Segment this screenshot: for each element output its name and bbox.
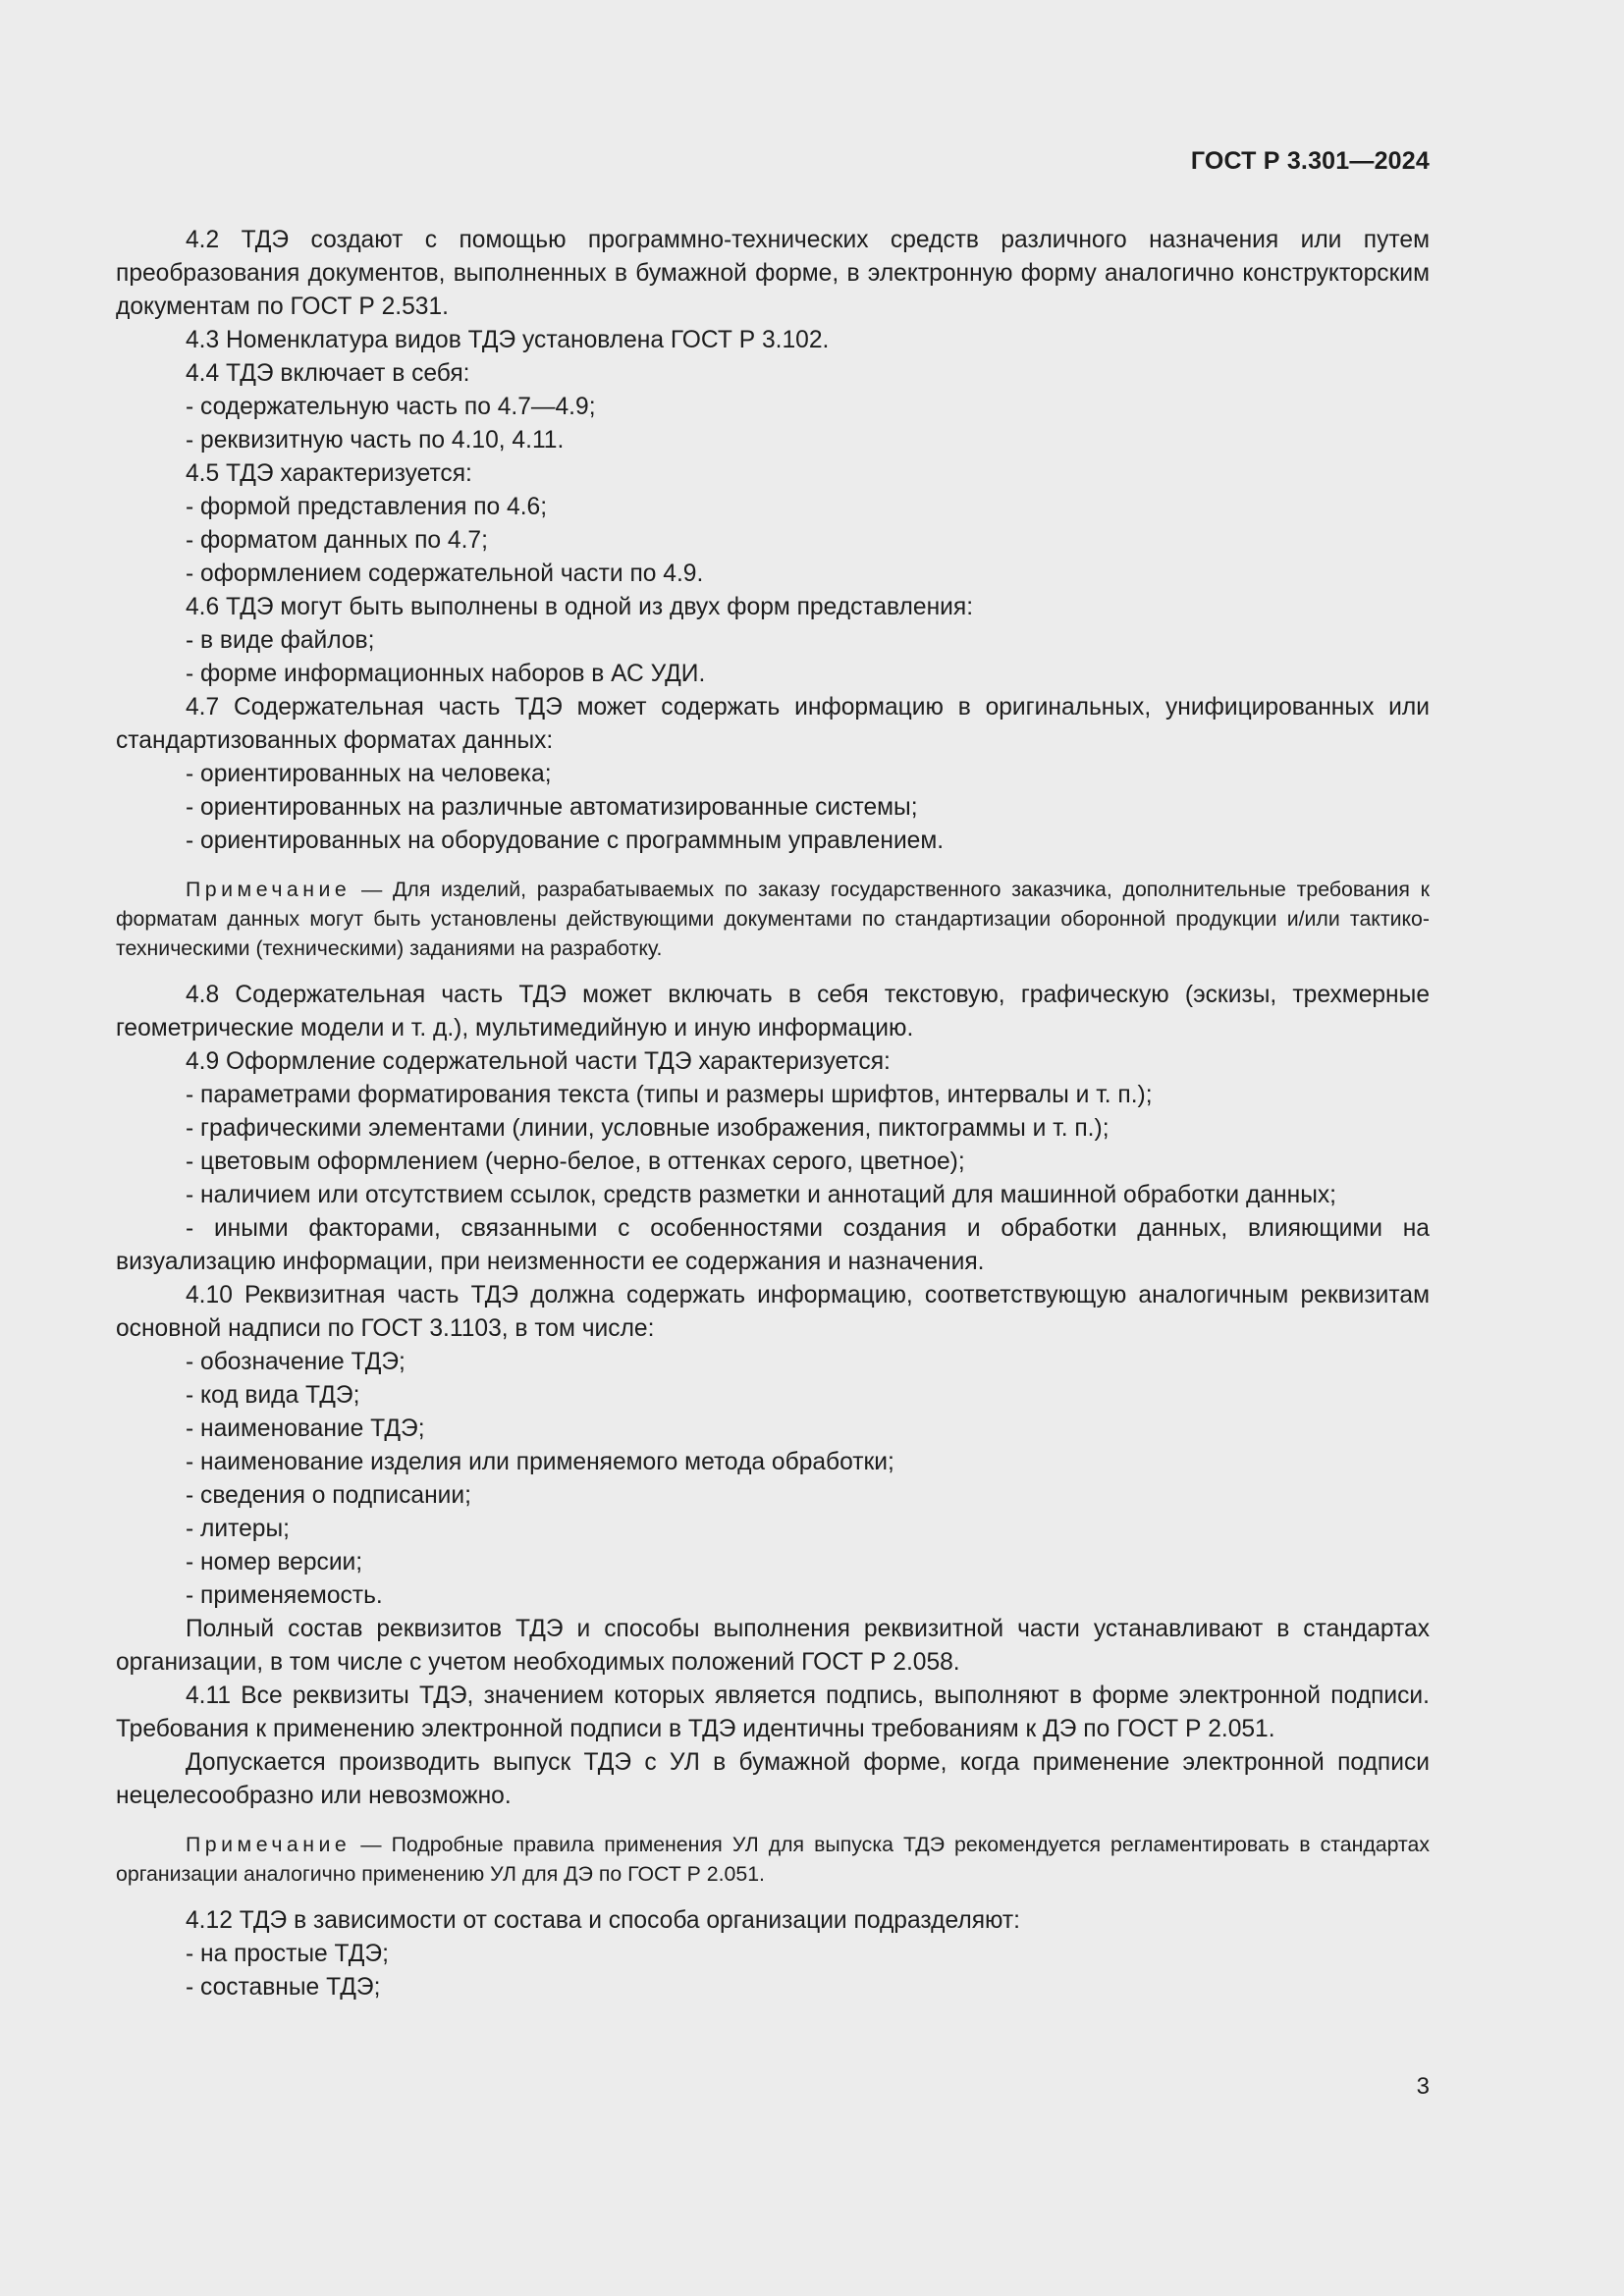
list-item: - код вида ТДЭ; [186,1382,360,1409]
paragraph-4-10: 4.10 Реквизитная часть ТДЭ должна содержать информацию, соответствующую аналогичным реквизитам основной надписи по ГОСТ 3.1103, в том числе: [116,1282,1430,1342]
page-number: 3 [1416,2073,1430,2100]
list-item: - в виде файлов; [186,627,375,654]
paragraph-4-8: 4.8 Содержательная часть ТДЭ может включать в себя текстовую, графическую (эскизы, трехмерные геометрические модели и т. д.), мультимедийную и иную информацию. [116,982,1430,1041]
list-item: - параметрами форматирования текста (типы и размеры шрифтов, интервалы и т. п.); [186,1082,1153,1108]
list-item: - формой представления по 4.6; [186,494,548,520]
paragraph-4-7: 4.7 Содержательная часть ТДЭ может содержать информацию в оригинальных, унифицированных или стандартизованных форматах данных: [116,694,1430,754]
note-1 [116,875,1430,963]
list-item: - наименование изделия или применяемого метода обработки; [186,1449,894,1475]
paragraph-4-11: 4.11 Все реквизиты ТДЭ, значением которых является подпись, выполняют в форме электронной подписи. Требования к применению электронной подписи в ТДЭ идентичны требованиям к ДЭ по ГОСТ Р 2.051. [116,1682,1430,1742]
list-item: - графическими элементами (линии, условные изображения, пиктограммы и т. п.); [186,1115,1110,1142]
paragraph-paper-release: Допускается производить выпуск ТДЭ с УЛ в бумажной форме, когда применение электронной подписи нецелесообразно или невозможно. [116,1749,1430,1809]
list-item: - применяемость. [186,1582,383,1609]
standard-designation-header: ГОСТ Р 3.301—2024 [1190,147,1430,175]
list-item: - форме информационных наборов в АС УДИ. [186,661,706,687]
list-item: - ориентированных на человека; [186,761,552,787]
paragraph-4-3: 4.3 Номенклатура видов ТДЭ установлена ГОСТ Р 3.102. [186,327,830,353]
list-item: - содержательную часть по 4.7—4.9; [186,394,596,420]
list-item: - ориентированных на оборудование с программным управлением. [186,828,945,854]
list-item: - составные ТДЭ; [186,1974,381,2001]
paragraph-4-6: 4.6 ТДЭ могут быть выполнены в одной из двух форм представления: [186,594,974,620]
list-item: - литеры; [186,1516,290,1542]
note-label: Примечание [186,878,352,901]
list-item: - обозначение ТДЭ; [186,1349,406,1375]
document-body [116,224,1430,2004]
list-item: - реквизитную часть по 4.10, 4.11. [186,427,565,454]
list-item: - ориентированных на различные автоматизированные системы; [186,794,918,821]
paragraph-4-2: 4.2 ТДЭ создают с помощью программно-технических средств различного назначения или путем преобразования документов, выполненных в бумажной форме, в электронную форму аналогично конструкторским документам по ГОСТ Р 2.531. [116,227,1430,320]
list-item: - наименование ТДЭ; [186,1415,425,1442]
paragraph-4-9: 4.9 Оформление содержательной части ТДЭ характеризуется: [186,1048,891,1075]
paragraph-requisites-composition: Полный состав реквизитов ТДЭ и способы выполнения реквизитной части устанавливают в стандартах организации, в том числе с учетом необходимых положений ГОСТ Р 2.058. [116,1616,1430,1676]
note-2 [116,1830,1430,1889]
note-text: — Подробные правила применения УЛ для выпуска ТДЭ рекомендуется регламентировать в стандартах организации аналогично применению УЛ для ДЭ по ГОСТ Р 2.051. [116,1833,1430,1886]
note-text: — Для изделий, разрабатываемых по заказу государственного заказчика, дополнительные требования к форматам данных могут быть установлены действующими документами по стандартизации оборонной продукции и/или тактико-техническими (техническими) заданиями на разработку. [116,878,1430,960]
list-item: - оформлением содержательной части по 4.9. [186,561,704,587]
list-item: - сведения о подписании; [186,1482,471,1509]
paragraph-4-4: 4.4 ТДЭ включает в себя: [186,360,470,387]
list-item-wrapped: - наличием или отсутствием ссылок, средств разметки и аннотаций для машинной обработки данных; [186,1182,1336,1208]
paragraph-4-5: 4.5 ТДЭ характеризуется: [186,460,472,487]
note-label: Примечание [186,1833,352,1856]
list-item: - форматом данных по 4.7; [186,527,488,554]
list-item: - на простые ТДЭ; [186,1941,389,1967]
paragraph-4-12: 4.12 ТДЭ в зависимости от состава и способа организации подразделяют: [186,1907,1021,1934]
list-item-wrapped: - иными факторами, связанными с особенностями создания и обработки данных, влияющими на визуализацию информации, при неизменности ее содержания и назначения. [116,1215,1430,1275]
list-item: - цветовым оформлением (черно-белое, в оттенках серого, цветное); [186,1148,965,1175]
list-item: - номер версии; [186,1549,363,1575]
